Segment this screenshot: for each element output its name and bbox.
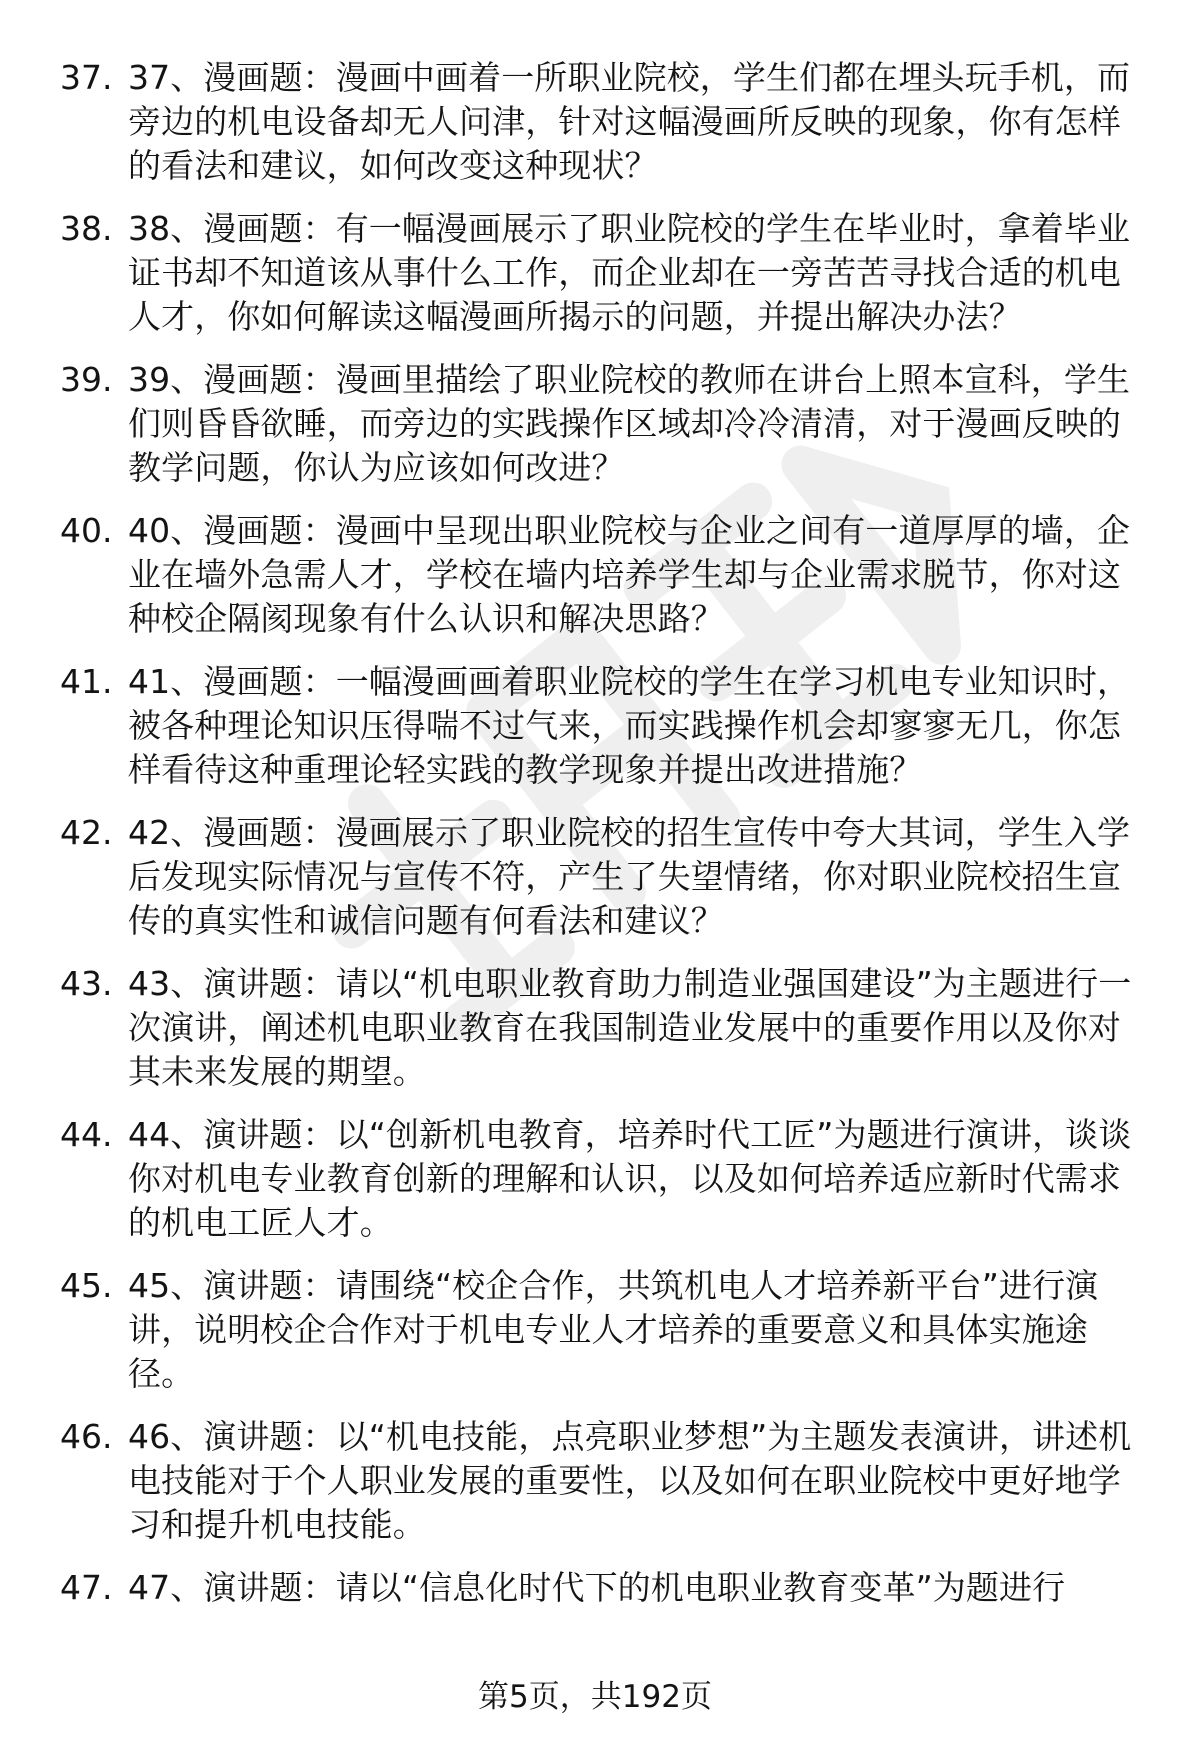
list-item xyxy=(60,1415,1150,1547)
question-text: 46、演讲题：以“机电技能，点亮职业梦想”为主题发表演讲，讲述机电技能对于个人职业发展的重要性，以及如何在职业院校中更好地学习和提升机电技能。 xyxy=(128,1417,1132,1544)
list-item xyxy=(60,358,1150,490)
question-number: 43. xyxy=(60,964,113,1003)
list-item xyxy=(60,811,1150,943)
question-number: 44. xyxy=(60,1115,113,1154)
question-text: 40、漫画题：漫画中呈现出职业院校与企业之间有一道厚厚的墙，企业在墙外急需人才，学校在墙内培养学生却与企业需求脱节，你对这种校企隔阂现象有什么认识和解决思路？ xyxy=(128,511,1131,638)
question-text: 44、演讲题：以“创新机电教育，培养时代工匠”为题进行演讲，谈谈你对机电专业教育创新的理解和认识，以及如何培养适应新时代需求的机电工匠人才。 xyxy=(128,1115,1132,1242)
list-item xyxy=(60,962,1150,1094)
question-number: 40. xyxy=(60,511,113,550)
list-item xyxy=(60,509,1150,641)
question-number: 41. xyxy=(60,662,113,701)
question-text: 38、漫画题：有一幅漫画展示了职业院校的学生在毕业时，拿着毕业证书却不知道该从事什么工作，而企业却在一旁苦苦寻找合适的机电人才，你如何解读这幅漫画所揭示的问题，并提出解决办法？ xyxy=(128,209,1131,336)
list-item xyxy=(60,207,1150,339)
list-item xyxy=(60,1113,1150,1245)
question-text: 37、漫画题：漫画中画着一所职业院校，学生们都在埋头玩手机，而旁边的机电设备却无人问津，针对这幅漫画所反映的现象，你有怎样的看法和建议，如何改变这种现状？ xyxy=(128,58,1131,185)
question-number: 38. xyxy=(60,209,113,248)
question-number: 42. xyxy=(60,813,113,852)
list-item xyxy=(60,56,1150,188)
list-item xyxy=(60,660,1150,792)
question-text: 39、漫画题：漫画里描绘了职业院校的教师在讲台上照本宣科，学生们则昏昏欲睡，而旁边的实践操作区域却冷冷清清，对于漫画反映的教学问题，你认为应该如何改进？ xyxy=(128,360,1131,487)
question-number: 46. xyxy=(60,1417,113,1456)
question-text: 42、漫画题：漫画展示了职业院校的招生宣传中夸大其词，学生入学后发现实际情况与宣传不符，产生了失望情绪，你对职业院校招生宣传的真实性和诚信问题有何看法和建议？ xyxy=(128,813,1131,940)
question-number: 45. xyxy=(60,1266,113,1305)
list-item xyxy=(60,1264,1150,1396)
question-number: 47. xyxy=(60,1568,113,1607)
question-list xyxy=(60,56,1150,1629)
question-number: 39. xyxy=(60,360,113,399)
question-text: 47、演讲题：请以“信息化时代下的机电职业教育变革”为题进行 xyxy=(128,1568,1066,1607)
question-text: 45、演讲题：请围绕“校企合作，共筑机电人才培养新平台”进行演讲，说明校企合作对于机电专业人才培养的重要意义和具体实施途径。 xyxy=(128,1266,1099,1393)
page-number: 第5页，共192页 xyxy=(478,1679,712,1715)
question-text: 43、演讲题：请以“机电职业教育助力制造业强国建设”为主题进行一次演讲，阐述机电职业教育在我国制造业发展中的重要作用以及你对其未来发展的期望。 xyxy=(128,964,1132,1091)
question-text: 41、漫画题：一幅漫画画着职业院校的学生在学习机电专业知识时，被各种理论知识压得喘不过气来，而实践操作机会却寥寥无几，你怎样看待这种重理论轻实践的教学现象并提出改进措施？ xyxy=(128,662,1131,789)
list-item xyxy=(60,1566,1150,1610)
question-number: 37. xyxy=(60,58,113,97)
